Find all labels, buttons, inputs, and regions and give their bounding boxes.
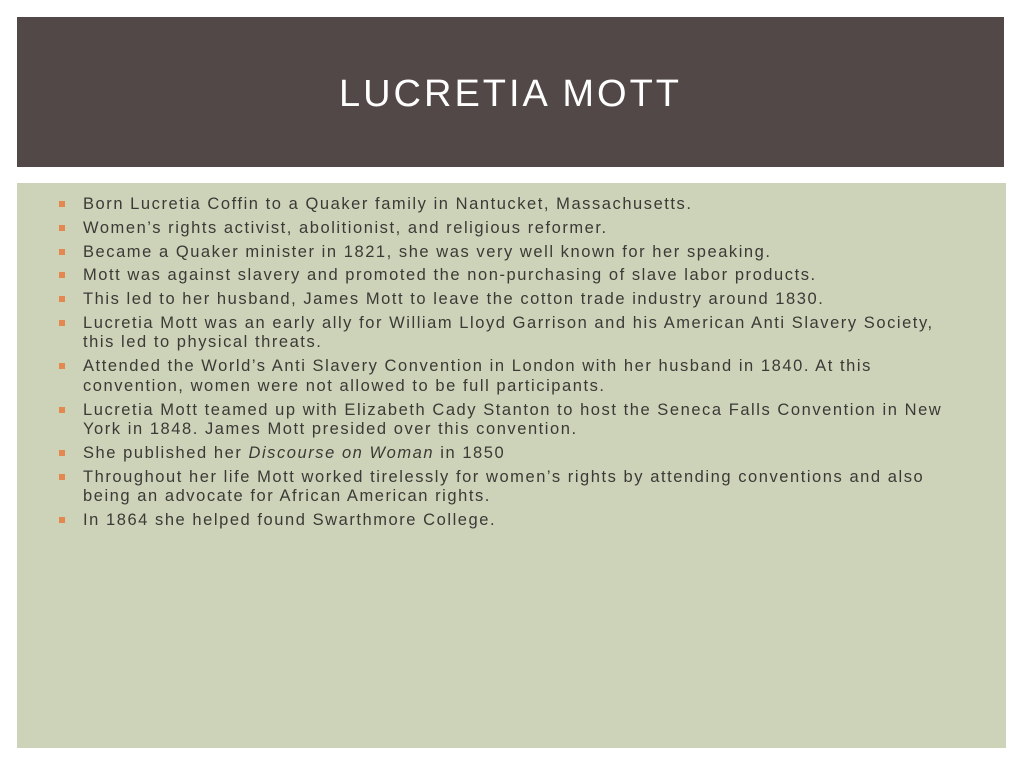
title-bar xyxy=(17,17,1004,167)
bullet-item xyxy=(83,266,966,286)
bullet-item xyxy=(83,243,966,263)
bullet-square-icon xyxy=(59,450,65,456)
bullet-square-icon xyxy=(59,407,65,413)
bullet-text: Women’s rights activist, abolitionist, and religious reformer. xyxy=(83,218,608,237)
bullet-text-suffix: in 1850 xyxy=(434,443,506,462)
bullet-square-icon xyxy=(59,225,65,231)
bullet-item xyxy=(83,357,966,396)
bullet-item xyxy=(83,444,966,464)
bullet-square-icon xyxy=(59,201,65,207)
bullet-text: Lucretia Mott was an early ally for William Lloyd Garrison and his American Anti Slavery Society, this led to physical threats. xyxy=(83,313,934,352)
bullet-square-icon xyxy=(59,363,65,369)
bullet-item xyxy=(83,314,966,353)
bullet-text: Mott was against slavery and promoted the non-purchasing of slave labor products. xyxy=(83,266,817,285)
bullet-square-icon xyxy=(59,474,65,480)
bullet-item xyxy=(83,511,966,531)
bullet-square-icon xyxy=(59,296,65,302)
bullet-square-icon xyxy=(59,320,65,326)
bullet-item xyxy=(83,401,966,440)
content-panel xyxy=(17,183,1006,748)
bullet-text: Throughout her life Mott worked tirelessly for women’s rights by attending conventions and also being an advocate for African American rights. xyxy=(83,467,925,506)
bullet-item xyxy=(83,468,966,507)
bullet-text: This led to her husband, James Mott to leave the cotton trade industry around 1830. xyxy=(83,290,825,309)
bullet-text: Attended the World’s Anti Slavery Convention in London with her husband in 1840. At this convention, women were not allowed to be full participants. xyxy=(83,357,872,395)
bullet-square-icon xyxy=(59,249,65,255)
book-title: Discourse on Woman xyxy=(248,443,435,462)
bullet-text-prefix: She published her xyxy=(83,443,249,462)
bullet-item xyxy=(83,290,966,310)
bullet-text: Lucretia Mott teamed up with Elizabeth Cady Stanton to host the Seneca Falls Convention in New York in 1848. James Mott presided over this convention. xyxy=(83,400,943,439)
bullet-item xyxy=(83,195,966,215)
bullet-text: In 1864 she helped found Swarthmore College. xyxy=(83,510,497,529)
bullet-list xyxy=(17,183,1006,530)
slide-title: LUCRETIA MOTT xyxy=(338,72,683,115)
bullet-item xyxy=(83,219,966,239)
bullet-square-icon xyxy=(59,517,65,523)
bullet-square-icon xyxy=(59,272,65,278)
bullet-text: Became a Quaker minister in 1821, she was very well known for her speaking. xyxy=(83,242,772,261)
bullet-text: Born Lucretia Coffin to a Quaker family in Nantucket, Massachusetts. xyxy=(83,195,693,213)
